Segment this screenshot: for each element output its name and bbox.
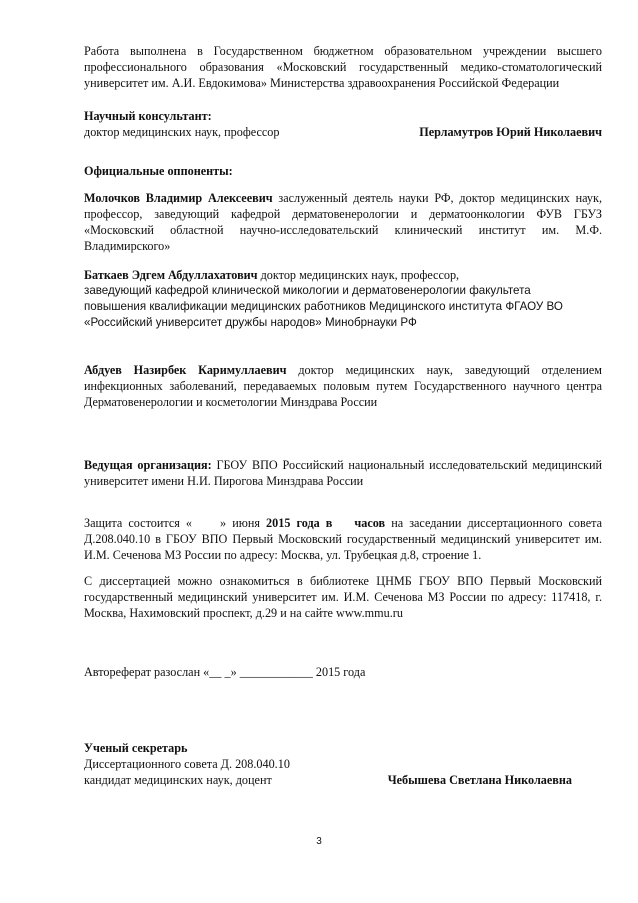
leading-org-label: Ведущая организация:: [84, 458, 212, 472]
consultant-heading: Научный консультант:: [84, 109, 212, 123]
defense-part-5: на заседании диссертационного совета Д.208.040.10 в ГБОУ ВПО Первый Московский государственный медицинский университет им. И.М. Сеченова МЗ России по адресу: Москва, ул. Трубецкая д.8, строение 1.: [84, 516, 602, 562]
sent-line: Автореферат разослан «__ _» ____________ 2015 года: [84, 665, 366, 679]
secretary-council: Диссертационного совета Д. 208.040.10: [84, 757, 290, 771]
defense-hours: часов: [354, 516, 386, 530]
opponent-2-line4: «Российский университет дружбы народов» Минобрнауки РФ: [84, 316, 417, 329]
library-paragraph: С диссертацией можно ознакомиться в библиотеке ЦНМБ ГБОУ ВПО Первый Московский государственный медицинский университет им. И.М. Сеченова МЗ России по адресу: 117418, г. Москва, Нахимовский проспект, д.29 и на сайте www.mmu.ru: [84, 574, 602, 620]
opponent-1: [84, 190, 602, 254]
opponents-heading: Официальные оппоненты:: [84, 164, 233, 178]
page-number: 3: [316, 836, 322, 847]
opponent-2-line1: доктор медицинских наук, профессор,: [260, 268, 460, 282]
opponent-2-line2: заведующий кафедрой клинической микологии и дерматовенерологии факультета: [84, 284, 531, 297]
defense-year: 2015 года в: [266, 516, 333, 530]
opponent-2-name: Баткаев Эдгем Абдуллахатович: [84, 268, 258, 282]
intro-paragraph: Работа выполнена в Государственном бюджетном образовательном учреждении высшего профессионального образования «Московский государственный медико-стоматологический университет им. А.И. Евдокимова» Министерства здравоохранения Российской Федерации: [84, 44, 602, 90]
leading-org-text: ГБОУ ВПО Российский национальный исследовательский медицинский университет имени Н.И. Пирогова Минздрава России: [84, 458, 602, 488]
opponent-2: [84, 267, 602, 331]
opponent-3-name: Абдуев Назирбек Каримуллаевич: [84, 363, 287, 377]
defense-part-2: » июня: [220, 516, 260, 530]
opponent-3-text: доктор медицинских наук, заведующий отделением инфекционных заболеваний, передаваемых половым путем Государственного научного центра Дерматовенерологии и косметологии Минздрава России: [84, 363, 602, 409]
defense-part-1: Защита состоится «: [84, 516, 193, 530]
defense-paragraph: [84, 515, 602, 563]
secretary-section: [84, 740, 602, 788]
secretary-heading: Ученый секретарь: [84, 741, 188, 755]
consultant-position: доктор медицинских наук, профессор: [84, 125, 280, 139]
opponent-3: [84, 362, 602, 410]
opponent-1-name: Молочков Владимир Алексеевич: [84, 191, 273, 205]
leading-organization: [84, 457, 602, 489]
opponent-2-line3: повышения квалификации медицинских работников Медицинского института ФГАОУ ВО: [84, 300, 563, 313]
consultant-section: [84, 108, 602, 140]
secretary-name: Чебышева Светлана Николаевна: [387, 773, 572, 787]
secretary-row: [84, 772, 602, 788]
secretary-position: кандидат медицинских наук, доцент: [84, 773, 272, 787]
consultant-name: Перламутров Юрий Николаевич: [419, 125, 602, 139]
consultant-row: [84, 124, 602, 140]
opponent-1-text: заслуженный деятель науки РФ, доктор медицинских наук, профессор, заведующий кафедрой дерматовенерологии и дерматоонкологии ФУВ ГБУЗ «Московский областной научно-исследовательский клинический институт им. М.Ф. Владимирского»: [84, 191, 602, 253]
